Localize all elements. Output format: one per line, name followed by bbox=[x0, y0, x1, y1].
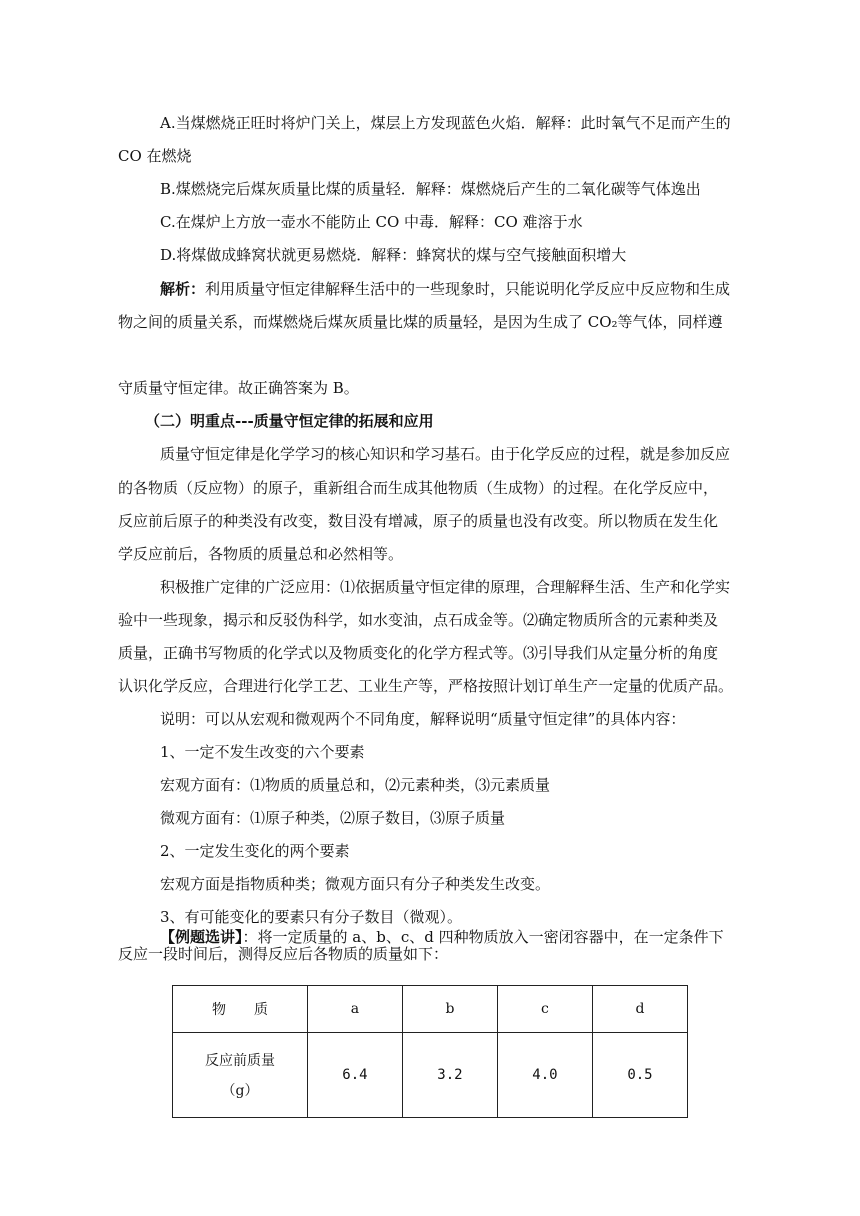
example-line2: 反应一段时间后，测得反应后各物质的质量如下： bbox=[118, 945, 449, 963]
para2-line3: 质量，正确书写物质的化学式以及物质变化的化学方程式等。⑶引导我们从定量分析的角度 bbox=[118, 644, 719, 662]
option-a-line2: CO 在燃烧 bbox=[118, 147, 192, 165]
para1-line2: 的各物质（反应物）的原子，重新组合而生成其他物质（生成物）的过程。在化学反应中， bbox=[118, 479, 719, 497]
example-text1: ：将一定质量的 a、b、c、d 四种物质放入一密闭容器中，在一定条件下 bbox=[242, 928, 724, 946]
section-heading: （二）明重点---质量守恒定律的拓展和应用 bbox=[145, 412, 434, 430]
mass-table bbox=[172, 985, 688, 1118]
item3-heading: 3、有可能变化的要素只有分子数目（微观）。 bbox=[160, 908, 463, 926]
option-d: D.将煤做成蜂窝状就更易燃烧．解释：蜂窝状的煤与空气接触面积增大 bbox=[160, 246, 627, 264]
analysis-line2: 物之间的质量关系，而煤燃烧后煤灰质量比煤的质量轻，是因为生成了 CO₂等气体，同样遵 bbox=[118, 313, 723, 331]
table-header-cell: d bbox=[592, 986, 687, 1033]
table-row bbox=[173, 1033, 688, 1118]
row-label-line2: （g） bbox=[221, 1083, 259, 1099]
option-a-line1: A.当煤燃烧正旺时将炉门关上，煤层上方发现蓝色火焰．解释：此时氧气不足而产生的 bbox=[160, 114, 731, 132]
para1-line3: 反应前后原子的种类没有改变，数目没有增减，原子的质量也没有改变。所以物质在发生化 bbox=[118, 512, 719, 530]
analysis-line4: 守质量守恒定律。故正确答案为 B。 bbox=[118, 379, 359, 397]
table-cell: 6.4 bbox=[307, 1033, 402, 1118]
table-header-cell: b bbox=[402, 986, 497, 1033]
para1-line4: 学反应前后，各物质的质量总和必然相等。 bbox=[118, 545, 404, 563]
table-cell: 3.2 bbox=[402, 1033, 497, 1118]
para2-line2: 验中一些现象，揭示和反驳伪科学，如水变油，点石成金等。⑵确定物质所含的元素种类及 bbox=[118, 611, 719, 629]
para2-line4: 认识化学反应，合理进行化学工艺、工业生产等，严格按照计划订单生产一定量的优质产品。 bbox=[118, 677, 734, 695]
item2-detail: 宏观方面是指物质种类；微观方面只有分子种类发生改变。 bbox=[160, 875, 551, 893]
table-cell: 4.0 bbox=[497, 1033, 592, 1118]
para1-line1: 质量守恒定律是化学学习的核心知识和学习基石。由于化学反应的过程，就是参加反应 bbox=[160, 445, 731, 463]
row-label-line1: 反应前质量 bbox=[204, 1053, 275, 1069]
macro-line: 宏观方面有：⑴物质的质量总和，⑵元素种类，⑶元素质量 bbox=[160, 776, 551, 794]
option-b: B.煤燃烧完后煤灰质量比煤的质量轻．解释：煤燃烧后产生的二氧化碳等气体逸出 bbox=[160, 180, 701, 198]
table-cell: 0.5 bbox=[592, 1033, 687, 1118]
table-header-cell: c bbox=[497, 986, 592, 1033]
table-header-cell: 物 质 bbox=[173, 986, 308, 1033]
para2-line1: 积极推广定律的广泛应用：⑴依据质量守恒定律的原理，合理解释生活、生产和化学实 bbox=[160, 578, 731, 596]
analysis-line1 bbox=[160, 279, 730, 299]
table-header-cell: a bbox=[307, 986, 402, 1033]
micro-line: 微观方面有：⑴原子种类，⑵原子数目，⑶原子质量 bbox=[160, 809, 506, 827]
explain-line: 说明：可以从宏观和微观两个不同角度，解释说明“质量守恒定律”的具体内容： bbox=[160, 710, 686, 728]
table-header-row bbox=[173, 986, 688, 1033]
table-row-label bbox=[173, 1033, 308, 1118]
analysis-text1: 利用质量守恒定律解释生活中的一些现象时，只能说明化学反应中反应物和生成 bbox=[205, 280, 731, 298]
item2-heading: 2、一定发生变化的两个要素 bbox=[160, 842, 350, 860]
option-c: C.在煤炉上方放一壶水不能防止 CO 中毒．解释：CO 难溶于水 bbox=[160, 213, 583, 231]
analysis-label: 解析： bbox=[160, 280, 206, 298]
example-label: 【例题选讲】 bbox=[160, 928, 243, 946]
item1-heading: 1、一定不发生改变的六个要素 bbox=[160, 743, 365, 761]
